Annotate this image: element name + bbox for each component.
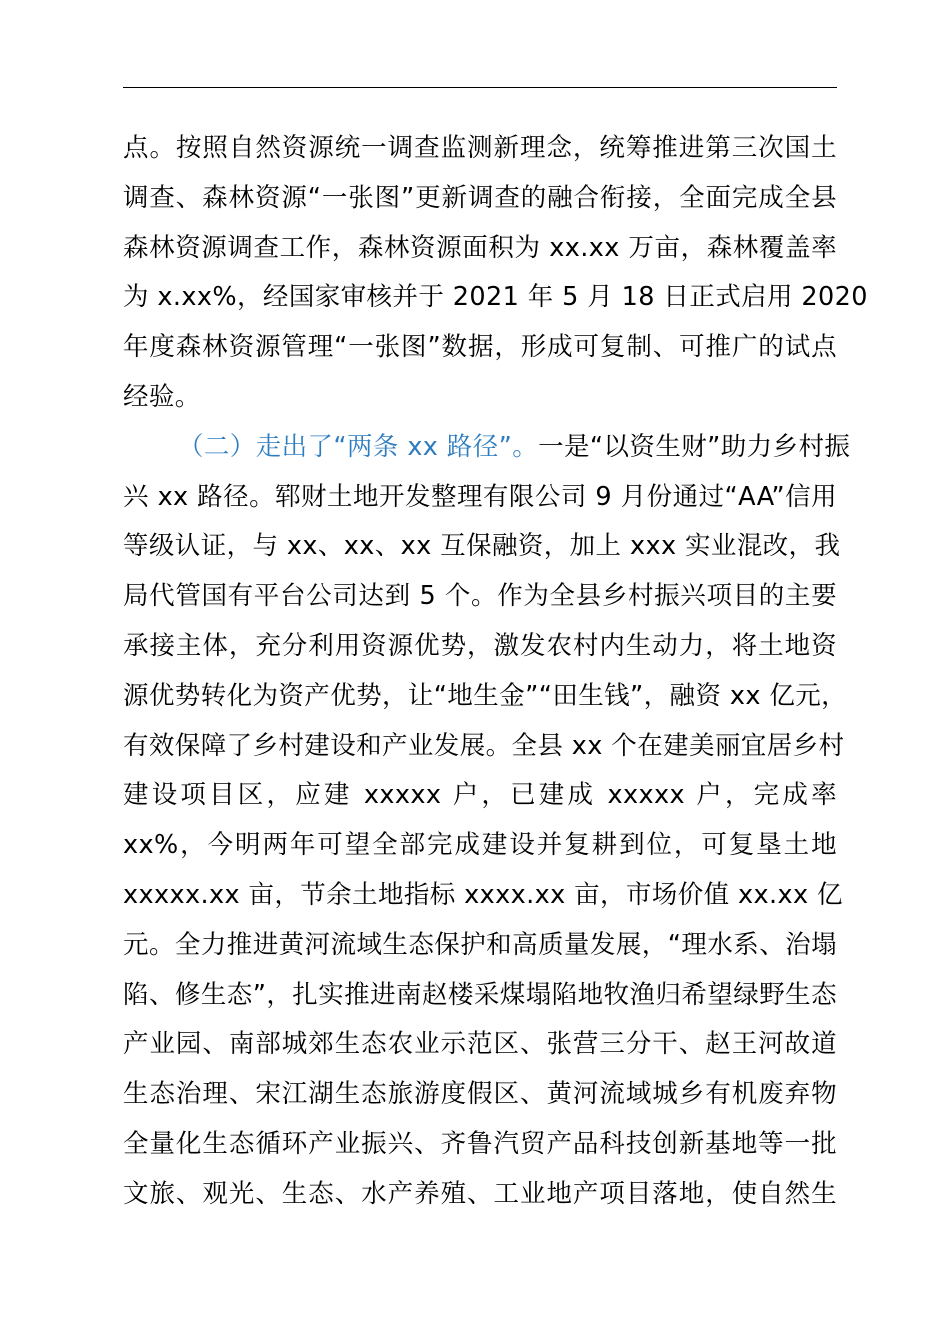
paragraph-2-line: xxxxx.xx 亩，节余土地指标 xxxx.xx 亩，市场价值 xx.xx 亿 [123, 879, 843, 910]
paragraph-1-line: 森林资源调查工作，森林资源面积为 xx.xx 万亩，森林覆盖率 [123, 232, 837, 263]
paragraph-2-line: xx%，今明两年可望全部完成建设并复耕到位，可复垦土地 [123, 830, 837, 861]
paragraph-2-line: 陷、修生态”，扎实推进南赵楼采煤塌陷地牧渔归希望绿野生态 [123, 979, 837, 1010]
paragraph-1-line: 经验。 [123, 381, 201, 412]
paragraph-2-line: 建设项目区，应建 xxxxx 户，已建成 xxxxx 户，完成率 [123, 780, 837, 811]
paragraph-2-line: 生态治理、宋江湖生态旅游度假区、黄河流域城乡有机废弃物 [123, 1079, 837, 1110]
paragraph-2-line: 等级认证，与 xx、xx、xx 互保融资，加上 xxx 实业混改，我 [123, 531, 841, 562]
paragraph-2-line: 产业园、南部城郊生态农业示范区、张营三分干、赵王河故道 [123, 1029, 837, 1060]
paragraph-1 [123, 124, 868, 423]
paragraph-2-first-line [123, 423, 851, 473]
paragraph-2-line: 兴 xx 路径。郓财土地开发整理有限公司 9 月份通过“AA”信用 [123, 481, 837, 512]
document-body [123, 124, 868, 1220]
paragraph-2-line: 源优势转化为资产优势，让“地生金”“田生钱”，融资 xx 亿元， [123, 680, 848, 711]
paragraph-2-line: 有效保障了乡村建设和产业发展。全县 xx 个在建美丽宜居乡村 [123, 730, 845, 761]
paragraph-2-line: 文旅、观光、生态、水产养殖、工业地产项目落地，使自然生 [123, 1178, 837, 1209]
paragraph-1-line: 为 x.xx%，经国家审核并于 2021 年 5 月 18 日正式启用 2020 [123, 282, 868, 313]
paragraph-2-line: 全量化生态循环产业振兴、齐鲁汽贸产品科技创新基地等一批 [123, 1128, 837, 1159]
paragraph-2-line: 承接主体，充分利用资源优势，激发农村内生动力，将土地资 [123, 630, 837, 661]
section-heading: （二）走出了“两条 xx 路径”。 [178, 431, 539, 462]
paragraph-1-line: 调查、森林资源“一张图”更新调查的融合衔接，全面完成全县 [123, 182, 837, 213]
paragraph-2-line: 局代管国有平台公司达到 5 个。作为全县乡村振兴项目的主要 [123, 581, 837, 612]
paragraph-2-first-line-text: 一是“以资生财”助力乡村振 [538, 431, 851, 462]
paragraph-2-line: 元。全力推进黄河流域生态保护和高质量发展，“理水系、治塌 [123, 929, 837, 960]
header-rule [123, 87, 837, 88]
paragraph-2 [123, 423, 851, 1220]
paragraph-1-line: 点。按照自然资源统一调查监测新理念，统筹推进第三次国土 [123, 133, 837, 163]
paragraph-1-line: 年度森林资源管理“一张图”数据，形成可复制、可推广的试点 [123, 332, 837, 363]
